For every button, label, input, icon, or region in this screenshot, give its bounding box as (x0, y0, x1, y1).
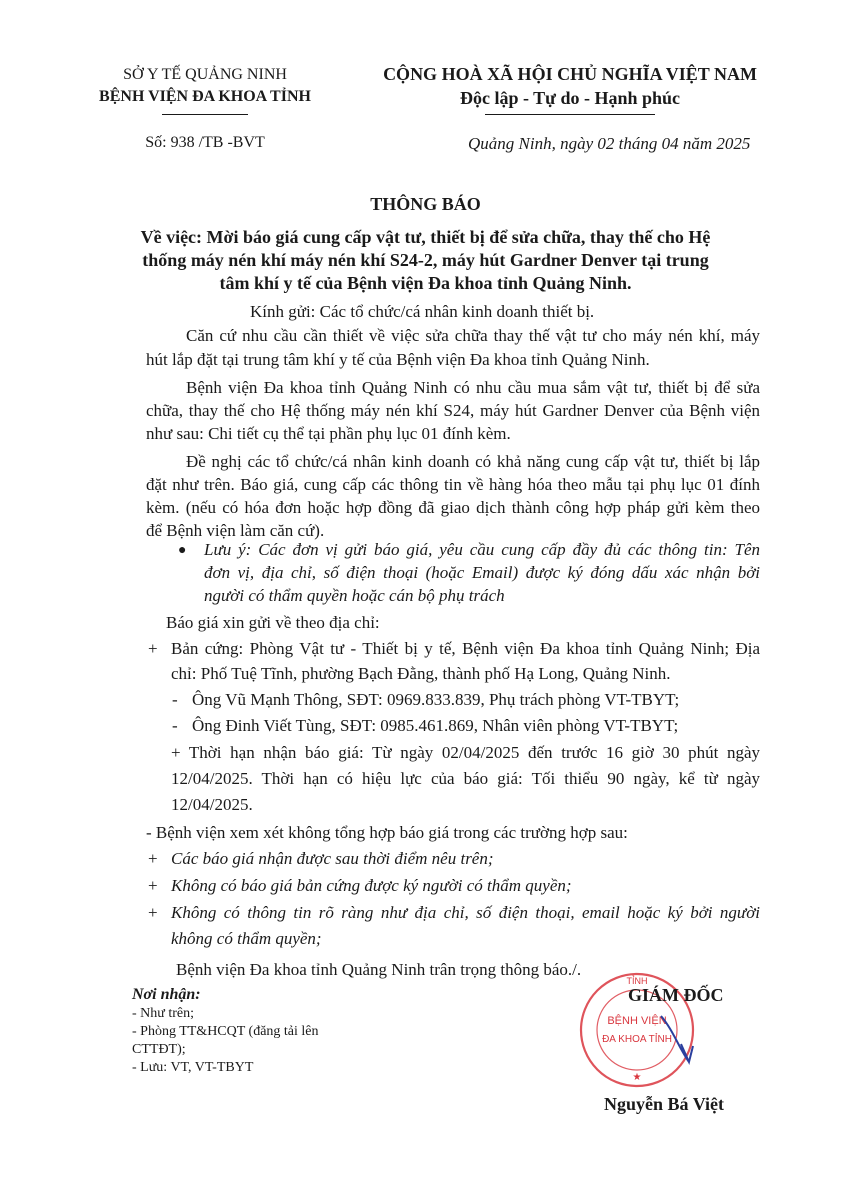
reject2: Không có báo giá bản cứng được ký người có thẩm quyền; (171, 876, 572, 895)
stamp-line1: BỆNH VIỆN (607, 1015, 667, 1027)
bullet-icon: ● (178, 543, 187, 558)
document-heading: THÔNG BÁO (370, 194, 481, 214)
note-line2: đơn vị, địa chỉ, số điện thoại (hoặc Email) được ký đóng dấu xác nhận bởi (204, 563, 760, 582)
stamp-star-icon: ★ (632, 1072, 642, 1083)
closing-line: Bệnh viện Đa khoa tỉnh Quảng Ninh trân trọng thông báo./. (176, 960, 582, 979)
nation-title: CỘNG HOÀ XÃ HỘI CHỦ NGHĨA VIỆT NAM (383, 64, 757, 84)
note-line3: người có thẩm quyền hoặc cán bộ phụ trách (204, 586, 505, 605)
contact1: Ông Vũ Mạnh Thông, SĐT: 0969.833.839, Phụ trách phòng VT-TBYT; (192, 690, 680, 709)
recipients-label: Nơi nhận: (132, 986, 201, 1003)
nation-motto: Độc lập - Tự do - Hạnh phúc (459, 88, 681, 108)
recipient-2: - Phòng TT&HCQT (đăng tải lên (132, 1024, 319, 1039)
reject1: Các báo giá nhận được sau thời điểm nêu trên; (171, 849, 494, 868)
motto-underline (485, 114, 655, 115)
reject3-plus: + (148, 903, 158, 922)
para2-line1: Bệnh viện Đa khoa tỉnh Quảng Ninh có nhu cầu mua sắm vật tư, thiết bị để sửa (186, 378, 760, 397)
reject3-line1: Không có thông tin rõ ràng như địa chỉ, số điện thoại, email hoặc ký bởi người (171, 903, 760, 922)
contact2-dash: - (172, 716, 178, 735)
greeting: Kính gửi: Các tổ chức/cá nhân kinh doanh thiết bị. (250, 302, 595, 321)
para3-line3: kèm. (nếu có hóa đơn hoặc hợp đồng đã giao dịch thành công hợp pháp gửi kèm theo (146, 498, 760, 517)
signer-title: GIÁM ĐỐC (628, 985, 724, 1005)
hard-copy-line1: Bản cứng: Phòng Vật tư - Thiết bị y tế, Bệnh viện Đa khoa tỉnh Quảng Ninh; Địa (171, 639, 760, 658)
org-underline (162, 114, 248, 115)
subject-line-3: tâm khí y tế của Bệnh viện Đa khoa tỉnh Quảng Ninh. (219, 273, 632, 293)
para3-line2: đặt như trên. Báo giá, cung cấp các thông tin về hàng hóa theo mẫu tại phụ lục 01 đính (146, 475, 760, 494)
reject-intro: - Bệnh viện xem xét không tổng hợp báo giá trong các trường hợp sau: (146, 823, 628, 842)
stamp-line2: ĐA KHOA TỈNH (602, 1034, 672, 1045)
send-to: Báo giá xin gửi về theo địa chỉ: (166, 613, 380, 632)
para3-line1: Đề nghị các tổ chức/cá nhân kinh doanh có khả năng cung cấp vật tư, thiết bị lắp (186, 452, 760, 471)
document-number: Số: 938 /TB -BVT (145, 134, 265, 151)
para3-line4: để Bệnh viện làm căn cứ). (146, 521, 325, 540)
hard-copy-plus: + (148, 639, 158, 658)
stamp-top-text: TỈNH (626, 976, 648, 986)
contact2: Ông Đinh Viết Tùng, SĐT: 0985.461.869, Nhân viên phòng VT-TBYT; (192, 716, 679, 735)
signer-name: Nguyễn Bá Việt (604, 1094, 725, 1114)
org-parent: SỞ Y TẾ QUẢNG NINH (123, 66, 287, 83)
reject3-line2: không có thẩm quyền; (171, 929, 322, 948)
subject-line-2: thống máy nén khí máy nén khí S24-2, máy hút Gardner Denver tại trung (142, 250, 709, 270)
recipient-3: CTTĐT); (132, 1042, 186, 1057)
para1-line2: hút lắp đặt tại trung tâm khí y tế của Bệnh viện Đa khoa tỉnh Quảng Ninh. (146, 350, 650, 369)
subject-line-1: Về việc: Mời báo giá cung cấp vật tư, thiết bị để sửa chữa, thay thế cho Hệ (140, 227, 711, 247)
place-date: Quảng Ninh, ngày 02 tháng 04 năm 2025 (468, 134, 751, 153)
deadline-line3: 12/04/2025. (171, 795, 253, 814)
deadline-line2: 12/04/2025. Thời hạn có hiệu lực của báo giá: Tối thiểu 90 ngày, kể từ ngày (171, 769, 760, 788)
reject2-plus: + (148, 876, 158, 895)
hard-copy-line2: chỉ: Phố Tuệ Tĩnh, phường Bạch Đằng, thành phố Hạ Long, Quảng Ninh. (171, 664, 671, 683)
recipient-1: - Như trên; (132, 1006, 195, 1021)
para2-line3: như sau: Chi tiết cụ thể tại phần phụ lục 01 đính kèm. (146, 424, 511, 443)
para2-line2: chữa, thay thế cho Hệ thống máy nén khí S24, máy hút Gardner Denver của Bệnh viện (146, 401, 760, 420)
para1-line1: Căn cứ nhu cầu cần thiết về việc sửa chữa thay thế vật tư cho máy nén khí, máy (186, 326, 760, 345)
note-line1: Lưu ý: Các đơn vị gửi báo giá, yêu cầu cung cấp đầy đủ các thông tin: Tên (204, 540, 760, 559)
recipient-4: - Lưu: VT, VT-TBYT (132, 1060, 254, 1075)
org-name: BỆNH VIỆN ĐA KHOA TỈNH (99, 88, 311, 105)
deadline-line1: + Thời hạn nhận báo giá: Từ ngày 02/04/2025 đến trước 16 giờ 30 phút ngày (171, 743, 760, 762)
contact1-dash: - (172, 690, 178, 709)
reject1-plus: + (148, 849, 158, 868)
